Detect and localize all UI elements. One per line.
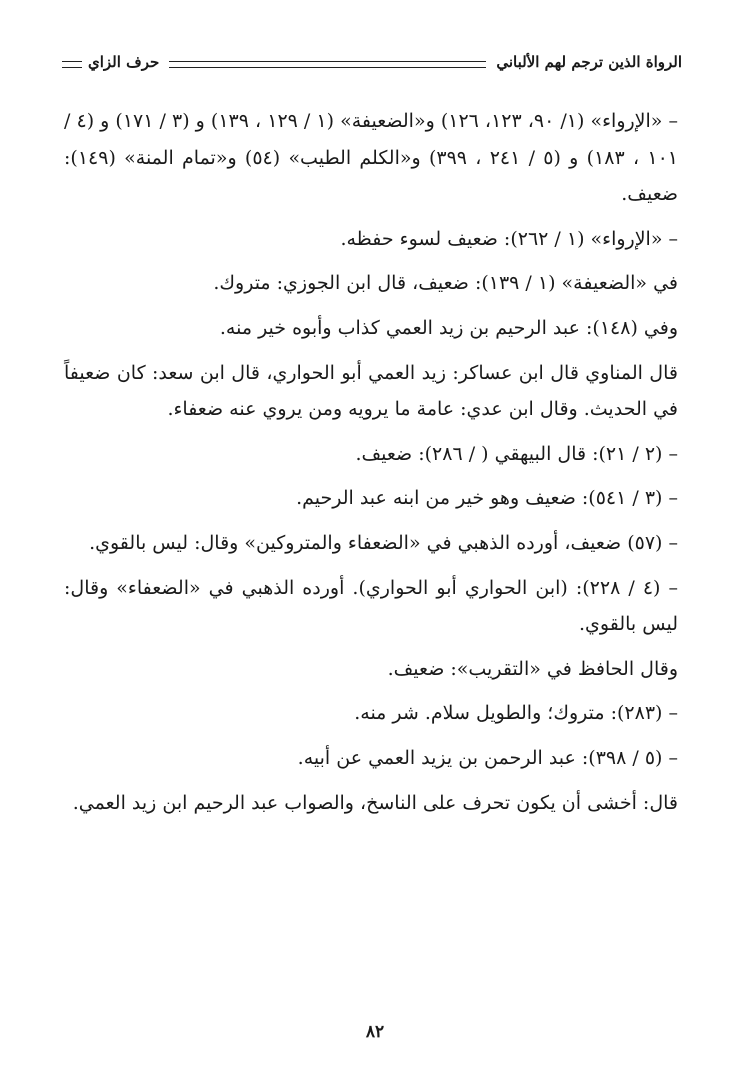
paragraph-daifa-148: وفي (١٤٨): عبد الرحيم بن زيد العمي كذاب وأبوه خير منه. (219, 316, 678, 339)
header-dash (62, 61, 82, 68)
paragraph-munawi: قال المناوي قال ابن عساكر: زيد العمي أبو الحواري، قال ابن سعد: كان ضعيفاً في الحديث. وقال ابن عدي: عامة ما يرويه ومن يروي عنه ضعفاء. (64, 361, 678, 421)
page-number: ٨٢ (365, 1022, 385, 1042)
paragraph-283: – (٢٨٣): متروك؛ والطويل سلام. شر منه. (354, 702, 678, 725)
paragraph-5-398: – (٥ / ٣٩٨): عبد الرحمن بن يزيد العمي عن أبيه. (297, 746, 678, 769)
paragraph-4-228: – (٤ / ٢٢٨): (ابن الحواري أبو الحواري). أورده الذهبي في «الضعفاء» وقال: ليس بالقوي. (64, 576, 678, 636)
header-book-title: الرواة الذين ترجم لهم الألباني (496, 53, 682, 71)
running-header (62, 50, 682, 74)
paragraph-conclusion: قال: أخشى أن يكون تحرف على الناسخ، والصواب عبد الرحيم ابن زيد العمي. (72, 791, 678, 814)
paragraph-57: – (٥٧) ضعيف، أورده الذهبي في «الضعفاء والمتروكين» وقال: ليس بالقوي. (89, 531, 678, 554)
paragraph-taqrib: وقال الحافظ في «التقريب»: ضعيف. (387, 657, 678, 680)
paragraph-irwa: – «الإرواء» (١ / ٢٦٢): ضعيف لسوء حفظه. (340, 227, 678, 250)
paragraph-daifa-139: في «الضعيفة» (١ / ١٣٩): ضعيف، قال ابن الجوزي: متروك. (213, 272, 678, 295)
paragraph-3-541: – (٣ / ٥٤١): ضعيف وهو خير من ابنه عبد الرحيم. (296, 487, 678, 510)
header-rule (169, 61, 486, 68)
page-body (64, 103, 678, 821)
header-section-title: حرف الزاي (88, 53, 160, 71)
paragraph-citations-general: – «الإرواء» (١/ ٩٠، ١٢٣، ١٢٦) و«الضعيفة» (١ / ١٢٩ ، ١٣٩) و (٣ / ١٧١) و (٤ / ١٠١ ، ١٨٣) و (٥ / ٢٤١ ، ٣٩٩) و«الكلم الطيب» (٥٤) و«تمام المنة» (١٤٩): ضعيف. (64, 110, 678, 206)
paragraph-bayhaqi: – (٢ / ٢١): قال البيهقي ( / ٢٨٦): ضعيف. (355, 442, 678, 465)
